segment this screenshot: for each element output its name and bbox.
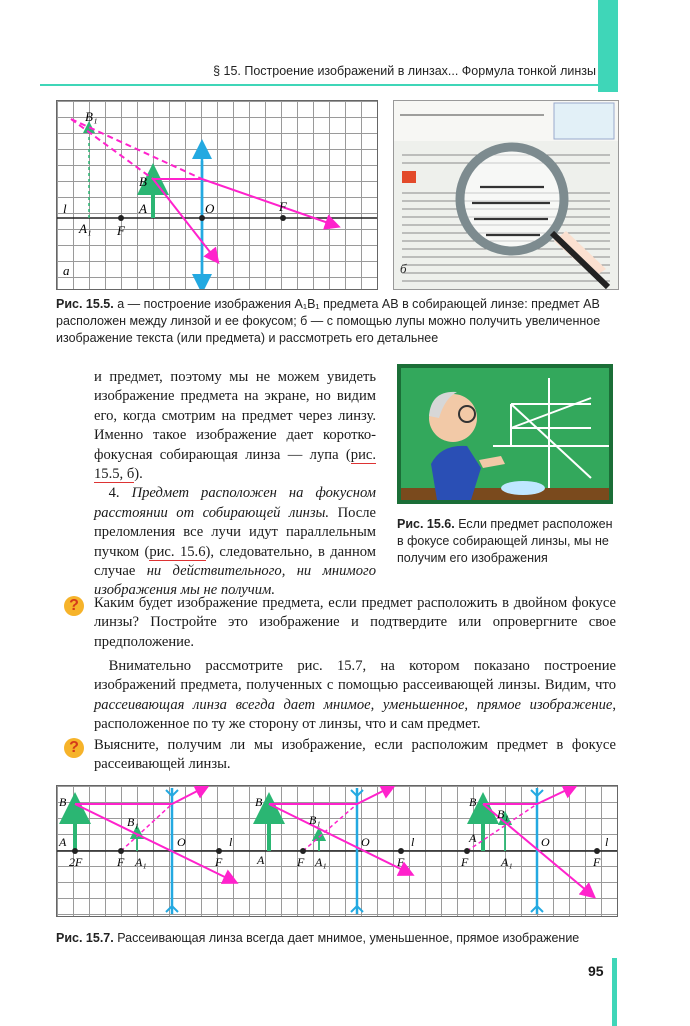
p1-label-2F: 2F bbox=[69, 855, 83, 869]
paragraph-3-text: Внимательно рассмотрите рис. 15.7, на котором показано построение изображений предмета, полученных с помощью рассеивающей линзы. Видим, что bbox=[94, 658, 616, 694]
paragraph-1-text: и предмет, поэтому мы не можем увидеть изображение предмета на экране, но видим его, когда смотрим на предмет через линзу. Именно такое изображение дает короткофокусная собирающая линза — лупа ( bbox=[94, 369, 376, 463]
figure-ref-15-5b[interactable]: рис. 15.5, б bbox=[94, 446, 376, 483]
panel-a-letter: а bbox=[63, 263, 70, 278]
p3-label-F-right: F bbox=[593, 855, 601, 869]
paragraph-2-number: 4. bbox=[108, 485, 120, 502]
footer-accent-bar bbox=[612, 958, 617, 1026]
label-l: l bbox=[63, 201, 67, 216]
caption-15-7-text: Рассеивающая линза всегда дает мнимое, уменьшенное, прямое изображение bbox=[117, 931, 580, 945]
paragraph-2-italic-2: ни действительного, ни мнимого изображения мы не получим. bbox=[94, 563, 377, 599]
panel-b-letter: б bbox=[400, 261, 407, 276]
p3-label-A: A bbox=[469, 831, 477, 845]
paragraph-2-text: После преломления все лучи идут параллельным пучком ( bbox=[94, 504, 377, 560]
caption-15-5-text: а — построение изображения A₁B₁ предмета AB в собирающей линзе: предмет AB расположен между линзой и ее фокусом; б — с помощью лупы можно получить увеличенное изображение текста (или предмета) и рассмотреть его детальнее bbox=[56, 297, 601, 345]
page-number: 95 bbox=[588, 963, 604, 979]
p2-label-B: B bbox=[255, 795, 263, 809]
p2-label-F-right: F bbox=[397, 855, 405, 869]
question-2: Выясните, получим ли мы изображение, если расположим предмет в фокусе рассеивающей линзы. bbox=[94, 737, 616, 773]
diagram-panel-3 bbox=[460, 786, 609, 914]
figure-15-5-a bbox=[56, 100, 378, 290]
body-column-left bbox=[94, 368, 376, 601]
p1-label-A: A bbox=[59, 835, 67, 849]
paragraph-2-text-2: ), следовательно, в данном случае bbox=[94, 543, 377, 580]
p3-label-F: F bbox=[461, 855, 469, 869]
p3-label-A1: A₁ bbox=[501, 855, 513, 869]
p1-label-l: l bbox=[229, 835, 233, 849]
figure-15-7 bbox=[56, 785, 618, 917]
caption-15-7-number: Рис. 15.7. bbox=[56, 931, 114, 945]
caption-15-6-number: Рис. 15.6. bbox=[397, 517, 455, 531]
figure-15-6-cartoon bbox=[397, 364, 613, 504]
p2-label-l: l bbox=[411, 835, 415, 849]
paragraph-1-end: ). bbox=[134, 466, 143, 483]
header bbox=[0, 0, 598, 92]
question-icon: ? bbox=[64, 738, 84, 758]
paragraph-2-italic: Предмет расположен на фокусном расстоянии от собирающей линзы. bbox=[94, 485, 376, 521]
caption-15-6-text: Если предмет расположен в фокусе собирающей линзы, мы не получим его изображения bbox=[397, 517, 613, 565]
paragraph-3-italic: рассеивающая линза всегда дает мнимое, уменьшенное, прямое изображение bbox=[94, 696, 613, 713]
p1-label-F: F bbox=[117, 855, 125, 869]
p3-label-B: B bbox=[469, 795, 477, 809]
figure-15-5-b-photo bbox=[393, 100, 619, 290]
p3-label-l: l bbox=[605, 835, 609, 849]
header-accent-tab bbox=[598, 0, 618, 92]
p3-label-O: O bbox=[541, 835, 550, 849]
p2-label-O: O bbox=[361, 835, 370, 849]
p2-label-A: A bbox=[257, 853, 265, 867]
question-1: Каким будет изображение предмета, если предмет расположить в двойном фокусе линзы? Постройте это изображение и подтвердите или опровергните свое предположение. bbox=[94, 595, 616, 650]
diagram-panel-2 bbox=[255, 786, 415, 914]
label-B1: B₁ bbox=[85, 109, 98, 124]
header-rule bbox=[40, 84, 598, 86]
caption-15-5-number: Рис. 15.5. bbox=[56, 297, 114, 311]
p2-label-B1: B₁ bbox=[309, 813, 321, 827]
label-F-right: F bbox=[279, 199, 287, 214]
figure-ref-15-6[interactable]: рис. 15.6 bbox=[149, 543, 206, 560]
p1-label-F-right: F bbox=[215, 855, 223, 869]
p1-label-B1: B₁ bbox=[127, 815, 139, 829]
running-title: § 15. Построение изображений в линзах... Формула тонкой линзы bbox=[213, 64, 596, 78]
diagram-panel-1 bbox=[58, 786, 235, 914]
caption-figure-15-7 bbox=[56, 930, 616, 947]
question-icon: ? bbox=[64, 596, 84, 616]
label-A1: A₁ bbox=[79, 221, 92, 236]
label-B: B bbox=[139, 174, 147, 189]
p2-label-A1: A₁ bbox=[315, 855, 327, 869]
p1-label-A1: A₁ bbox=[135, 855, 147, 869]
caption-figure-15-5 bbox=[56, 296, 616, 347]
p2-label-F: F bbox=[297, 855, 305, 869]
paragraph-3-end: , расположенное по ту же сторону от линзы, что и сам предмет. bbox=[94, 696, 616, 733]
label-F-left: F bbox=[117, 223, 125, 238]
label-A: A bbox=[139, 201, 147, 216]
p3-label-B1: B₁ bbox=[497, 807, 509, 821]
p1-label-B: B bbox=[59, 795, 67, 809]
paragraph-3 bbox=[94, 657, 616, 735]
p1-label-O: O bbox=[177, 835, 186, 849]
label-O: O bbox=[205, 201, 215, 216]
caption-figure-15-6 bbox=[397, 516, 613, 567]
